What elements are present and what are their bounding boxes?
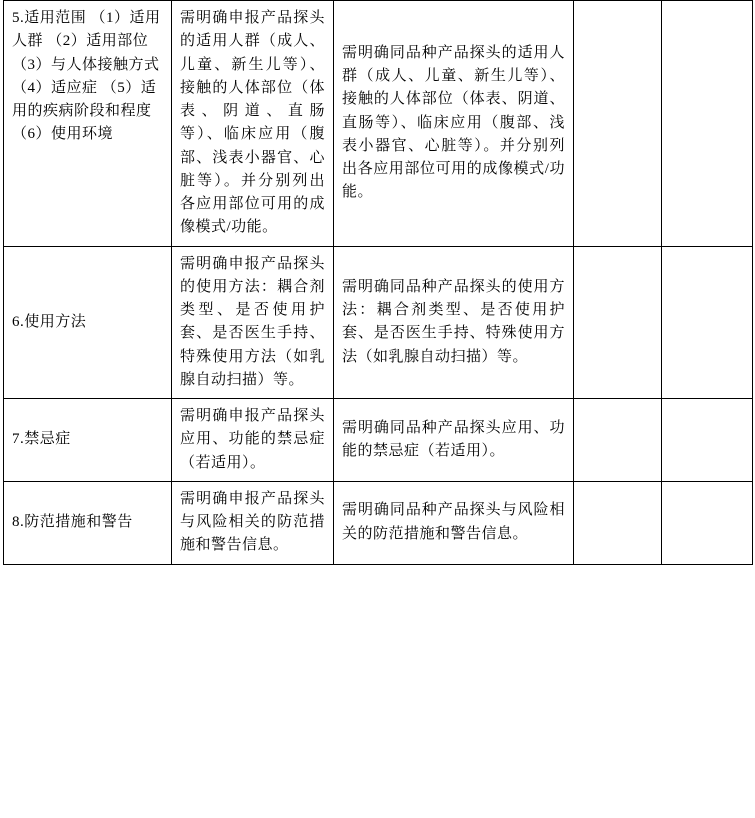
table-row xyxy=(4,481,753,564)
table-row xyxy=(4,1,753,247)
row-declared-product: 需明确申报产品探头的使用方法：耦合剂类型、是否使用护套、是否医生手持、特殊使用方法（如乳腺自动扫描）等。 xyxy=(172,246,334,399)
table-row xyxy=(4,246,753,399)
row-item-label: 7.禁忌症 xyxy=(4,399,172,482)
row-same-kind-product: 需明确同品种产品探头的使用方法：耦合剂类型、是否使用护套、是否医生手持、特殊使用方法（如乳腺自动扫描）等。 xyxy=(334,246,574,399)
row-blank-cell-1 xyxy=(574,246,662,399)
row-item-label: 6.使用方法 xyxy=(4,246,172,399)
row-item-label: 5.适用范围 （1）适用人群 （2）适用部位 （3）与人体接触方式 （4）适应症 （5）适用的疾病阶段和程度 （6）使用环境 xyxy=(4,1,172,247)
table-row xyxy=(4,399,753,482)
row-blank-cell-2 xyxy=(662,481,753,564)
row-declared-product: 需明确申报产品探头的适用人群（成人、儿童、新生儿等）、接触的人体部位（体表、阴道、直肠等）、临床应用（腹部、浅表小器官、心脏等）。并分别列出各应用部位可用的成像模式/功能。 xyxy=(172,1,334,247)
row-declared-product: 需明确申报产品探头应用、功能的禁忌症（若适用）。 xyxy=(172,399,334,482)
row-blank-cell-1 xyxy=(574,481,662,564)
comparison-table xyxy=(3,0,753,565)
row-item-label: 8.防范措施和警告 xyxy=(4,481,172,564)
row-blank-cell-1 xyxy=(574,399,662,482)
row-same-kind-product: 需明确同品种产品探头应用、功能的禁忌症（若适用）。 xyxy=(334,399,574,482)
row-blank-cell-2 xyxy=(662,1,753,247)
row-same-kind-product: 需明确同品种产品探头与风险相关的防范措施和警告信息。 xyxy=(334,481,574,564)
row-blank-cell-1 xyxy=(574,1,662,247)
row-blank-cell-2 xyxy=(662,399,753,482)
row-declared-product: 需明确申报产品探头与风险相关的防范措施和警告信息。 xyxy=(172,481,334,564)
row-same-kind-product: 需明确同品种产品探头的适用人群（成人、儿童、新生儿等）、接触的人体部位（体表、阴道、直肠等）、临床应用（腹部、浅表小器官、心脏等）。并分别列出各应用部位可用的成像模式/功能。 xyxy=(334,1,574,247)
row-blank-cell-2 xyxy=(662,246,753,399)
